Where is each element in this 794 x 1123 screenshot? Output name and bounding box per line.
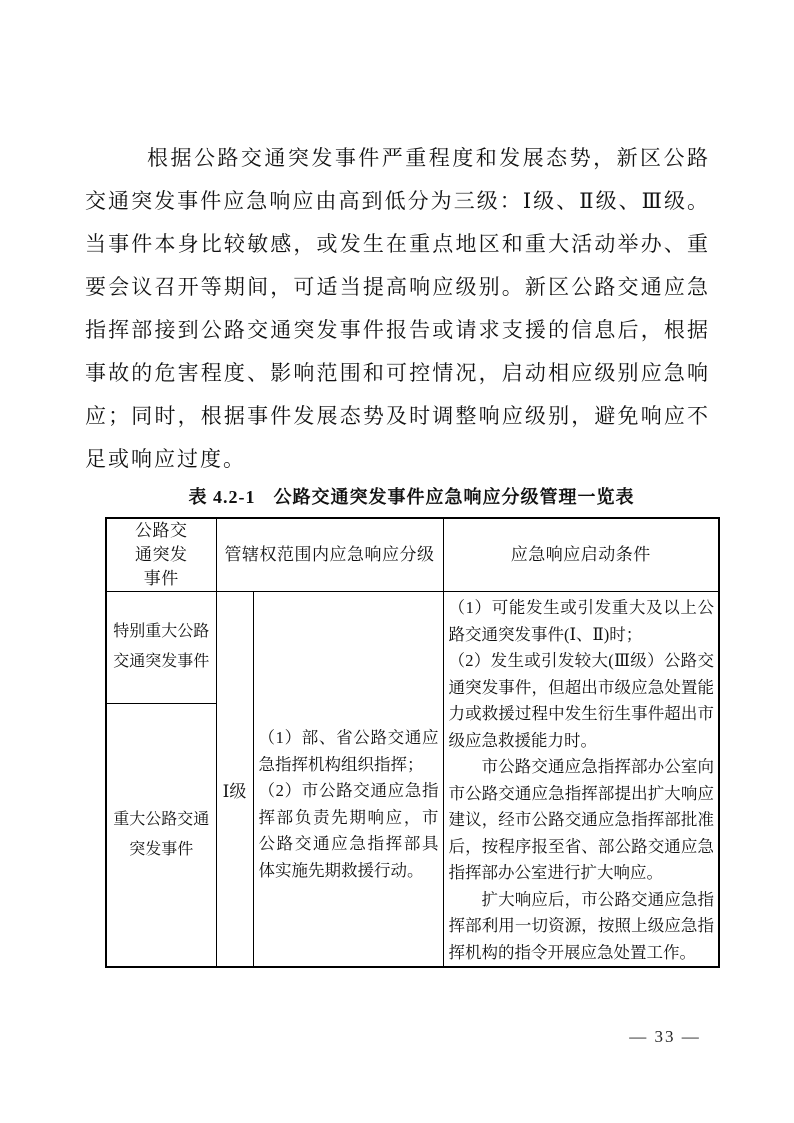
cell-event-type-major: 重大公路交通突发事件 <box>106 703 216 967</box>
table-header-row <box>106 518 719 592</box>
cell-event-type-extraordinary: 特别重大公路交通突发事件 <box>106 592 216 704</box>
condition-item-2: （2）发生或引发较大(Ⅲ级）公路交通突发事件，但超出市级应急处置能力或救援过程中发生衍生事件超出市级应急救援能力时。 <box>448 651 714 750</box>
condition-item-1: （1）可能发生或引发重大及以上公路交通突发事件(Ⅰ、Ⅱ)时； <box>448 598 714 644</box>
emergency-response-grading-table <box>105 517 720 968</box>
page-number: — 33 — <box>629 1027 701 1046</box>
table-caption <box>105 483 718 509</box>
condition-item-4: 扩大响应后，市公路交通应急指挥部利用一切资源，按照上级应急指挥机构的指令开展应急处置工作。 <box>448 889 714 962</box>
header-cell-conditions: 应急响应启动条件 <box>443 518 719 592</box>
table-row <box>106 592 719 704</box>
body-paragraph: 根据公路交通突发事件严重程度和发展态势，新区公路交通突发事件应急响应由高到低分为三级：Ⅰ级、Ⅱ级、Ⅲ级。当事件本身比较敏感，或发生在重点地区和重大活动举办、重要会议召开等期间，可适当提高响应级别。新区公路交通应急指挥部接到公路交通突发事件报告或请求支援的信息后，根据事故的危害程度、影响范围和可控情况，启动相应级别应急响应；同时，根据事件发展态势及时调整响应级别，避免响应不足或响应过度。 <box>85 146 710 471</box>
grading-item-1: （1）部、省公路交通应急指挥机构组织指挥； <box>258 728 439 774</box>
condition-item-3: 市公路交通应急指挥部办公室向市公路交通应急指挥部提出扩大响应建议，经市公路交通应急指挥部批准后，按程序报至省、部公路交通应急指挥部办公室进行扩大响应。 <box>448 757 714 882</box>
table-caption-title: 公路交通突发事件应急响应分级管理一览表 <box>273 487 635 507</box>
header-cell-event-type: 公路交通突发事件 <box>106 518 216 592</box>
table-caption-label: 表 4.2-1 <box>188 487 256 507</box>
cell-conditions-content <box>443 592 719 968</box>
cell-response-level: Ⅰ级 <box>216 592 253 968</box>
cell-grading-content <box>253 592 443 968</box>
header-cell-grading: 管辖权范围内应急响应分级 <box>216 518 443 592</box>
grading-item-2: （2）市公路交通应急指挥部负责先期响应，市公路交通应急指挥部具体实施先期救援行动。 <box>258 781 439 880</box>
